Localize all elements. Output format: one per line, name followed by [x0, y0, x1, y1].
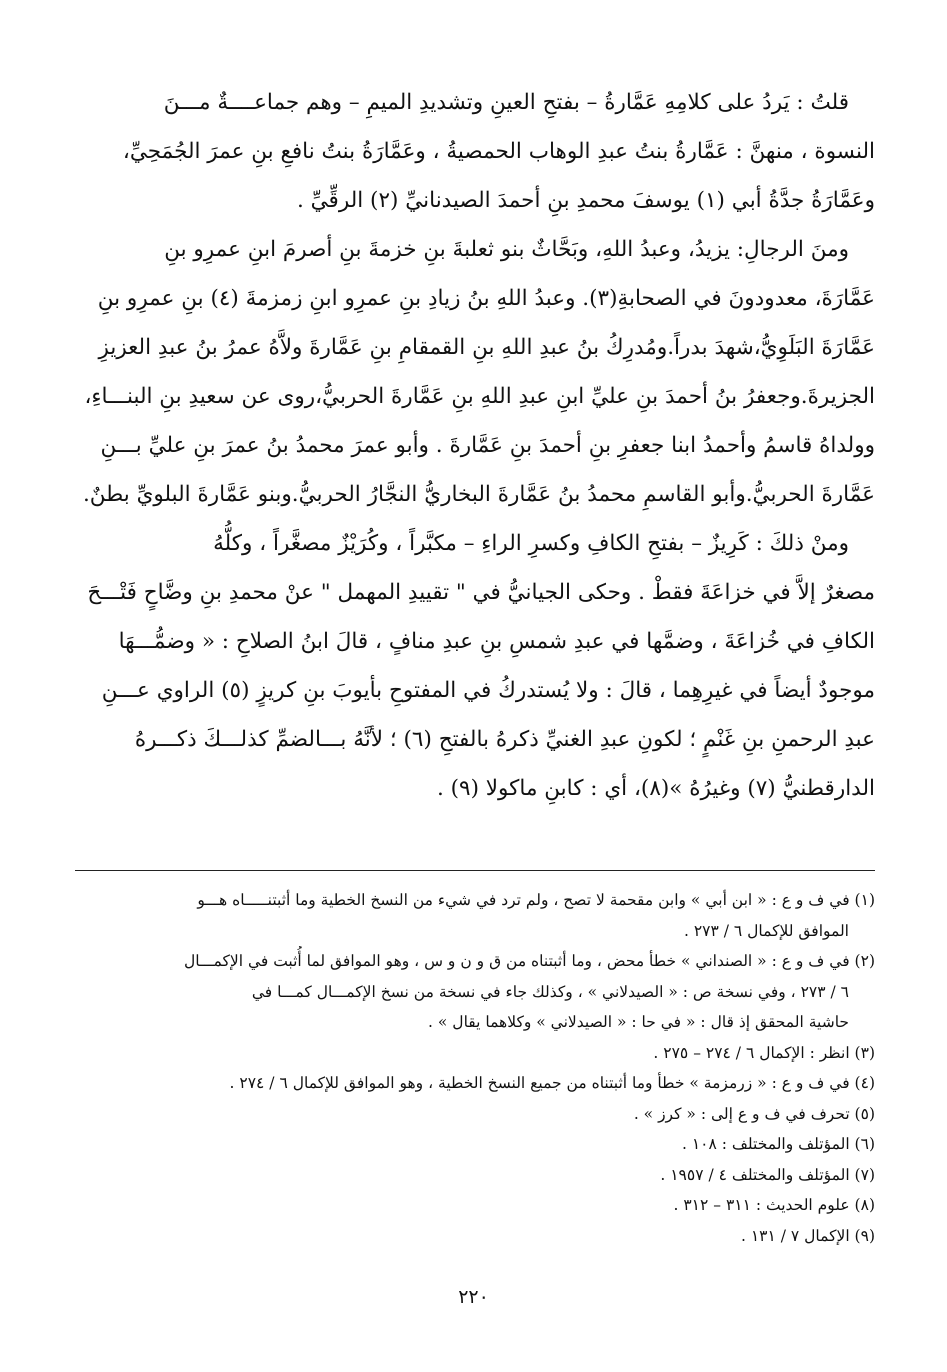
text-line: الجزيرةَ.وجعفرُ بنُ أحمدَ بنِ عليِّ ابنِ عبدِ اللهِ بنِ عَمَّارةَ الحربيُّ،روى عن سعيدِ بنِ البنـــاءِ، [84, 383, 875, 409]
text-line: مصغرٌ إلاَّ في خزاعَةَ فقطْ . وحكى الجيانيُّ في " تقييدِ المهمل " عنْ محمدِ بنِ وضَّاحٍ فَتْـــحَ [87, 579, 875, 605]
text-line: قلتُ : يَردُ على كلامِهِ عَمَّارةُ – بفتحِ العينِ وتشديدِ الميمِ – وهم جماعــــةٌ مـــنَ [163, 89, 849, 115]
text-line: ومنْ ذلكَ : كَرِيزٌ – بفتحِ الكافِ وكسرِ الراءِ – مكبَّراً ، وكُرَيْزٌ مصغَّراً ، وكلُّهُ [213, 530, 849, 556]
text-line: الدارقطنيُّ (٧) وغيرُهُ »(٨)، أي : كابنِ ماكولا (٩) . [436, 775, 875, 801]
text-line: ومنَ الرجالِ: يزيدُ، وعبدُ اللهِ، وبَحَّاثٌ بنو ثعلبةَ بنِ خزمةَ بنِ أصرمَ ابنِ عمرِو بنِ [164, 236, 849, 262]
text-line: عبدِ الرحمنِ بنِ غَنْمٍ ؛ لكونِ عبدِ الغنيِّ ذكرهُ بالفتحِ (٦) ؛ لأنَّهُ بـــالضمِّ كذلـــكَ ذكـــرهُ [134, 726, 875, 752]
footnote-line: (٢) في ف و ع : « الصنداني » خطأ محض ، وما أثبتناه من ق و ن و س ، وهو الموافق لما أُثبت في الإكمـــال [183, 952, 875, 970]
text-line: عَمَّارةَ الحربيُّ.وأبو القاسمِ محمدُ بنُ عَمَّارةَ البخاريُّ النجَّارُ الحربيُّ.وبنو عَمَّارةَ البلويِّ بطنٌ. [82, 481, 875, 507]
footnote-line: (٧) المؤتلف والمختلف ٤ / ١٩٥٧ . [660, 1165, 875, 1184]
footnote-line: (٥) تحرف في ف و ع إلى : « كرز » . [633, 1104, 875, 1123]
text-line: وعَمَّارَةُ جدَّةُ أبي (١) يوسفَ محمدِ بنِ أحمدَ الصيدنانيِّ (٢) الرقِّيِّ . [296, 187, 875, 213]
footnote-line: (١) في ف و ع : « ابن أبي » وابن مقحمة لا تصح ، ولم ترد في شيء من النسخ الخطية وما أثبتنـــــاه هـــو [197, 891, 875, 909]
text-line: الكافِ في خُزاعَةَ ، وضمَّها في عبدِ شمسِ بنِ عبدِ منافٍ ، قالَ ابنُ الصلاحِ : « وضمُّـــهَا [118, 628, 875, 654]
footnote-line: ٦ / ٢٧٣ ، وفي نسخة ص : « الصيدلاني » ، وكذلك جاء في نسخة من نسخ الإكمـــال كمـــا في [251, 982, 849, 1001]
footnote-separator [75, 870, 875, 871]
page-number: ٢٢٠ [458, 1286, 489, 1308]
text-line: عَمَّارَةَ، معدودونَ في الصحابةِ(٣). وعبدُ اللهِ بنُ زيادِ بنِ عمرِو ابنِ زمزمةَ (٤) بنِ عمرِو بنِ [97, 285, 875, 311]
text-line: عَمَّارَةَ البَلَوِيُّ،شهدَ بدراً.ومُدرِكُ بنُ عبدِ اللهِ بنِ القمقامِ بنِ عَمَّارةَ ولاَّهُ عمرُ بنُ عبدِ العزيزِ [98, 334, 875, 360]
text-line: النسوة ، منهنَّ : عَمَّارةُ بنتُ عبدِ الوهاب الحمصيةُ ، وعَمَّارَةُ بنتُ نافعِ بنِ عمرَ الجُمَحِيِّ، [122, 138, 875, 164]
footnote-line: الموافق للإكمال ٦ / ٢٧٣ . [683, 921, 849, 940]
text-line: موجودٌ أيضاً في غيرِهِما ، قالَ : ولا يُستدركُ في المفتوحِ بأيوبَ بنِ كريزٍ (٥) الراوي عـــنِ [101, 677, 875, 703]
footnotes [75, 885, 875, 1251]
text-line: وولداهُ قاسمُ وأحمدُ ابنا جعفرِ بنِ أحمدَ بنِ عَمَّارةَ . وأبو عمرَ محمدُ بنُ عمرَ بنِ عليِّ بـــنِ [100, 432, 875, 458]
footnote-line: (٤) في ف و ع : « زرمزمة » خطأ وما أثبتناه من جميع النسخ الخطية ، وهو الموافق للإكمال ٦ / ٢٧٤ . [229, 1074, 875, 1092]
footnote-line: (٣) انظر : الإكمال ٦ / ٢٧٤ – ٢٧٥ . [653, 1043, 875, 1062]
footnote-line: (٩) الإكمال ٧ / ١٣١ . [740, 1226, 875, 1245]
footnote-line: حاشية المحقق إذ قال : « في حا : « الصيدلاني » وكلاهما يقال » . [428, 1013, 849, 1031]
main-text [75, 78, 875, 813]
footnote-line: (٨) علوم الحديث : ٣١١ – ٣١٢ . [673, 1196, 875, 1214]
footnote-line: (٦) المؤتلف والمختلف : ١٠٨ . [681, 1135, 875, 1153]
